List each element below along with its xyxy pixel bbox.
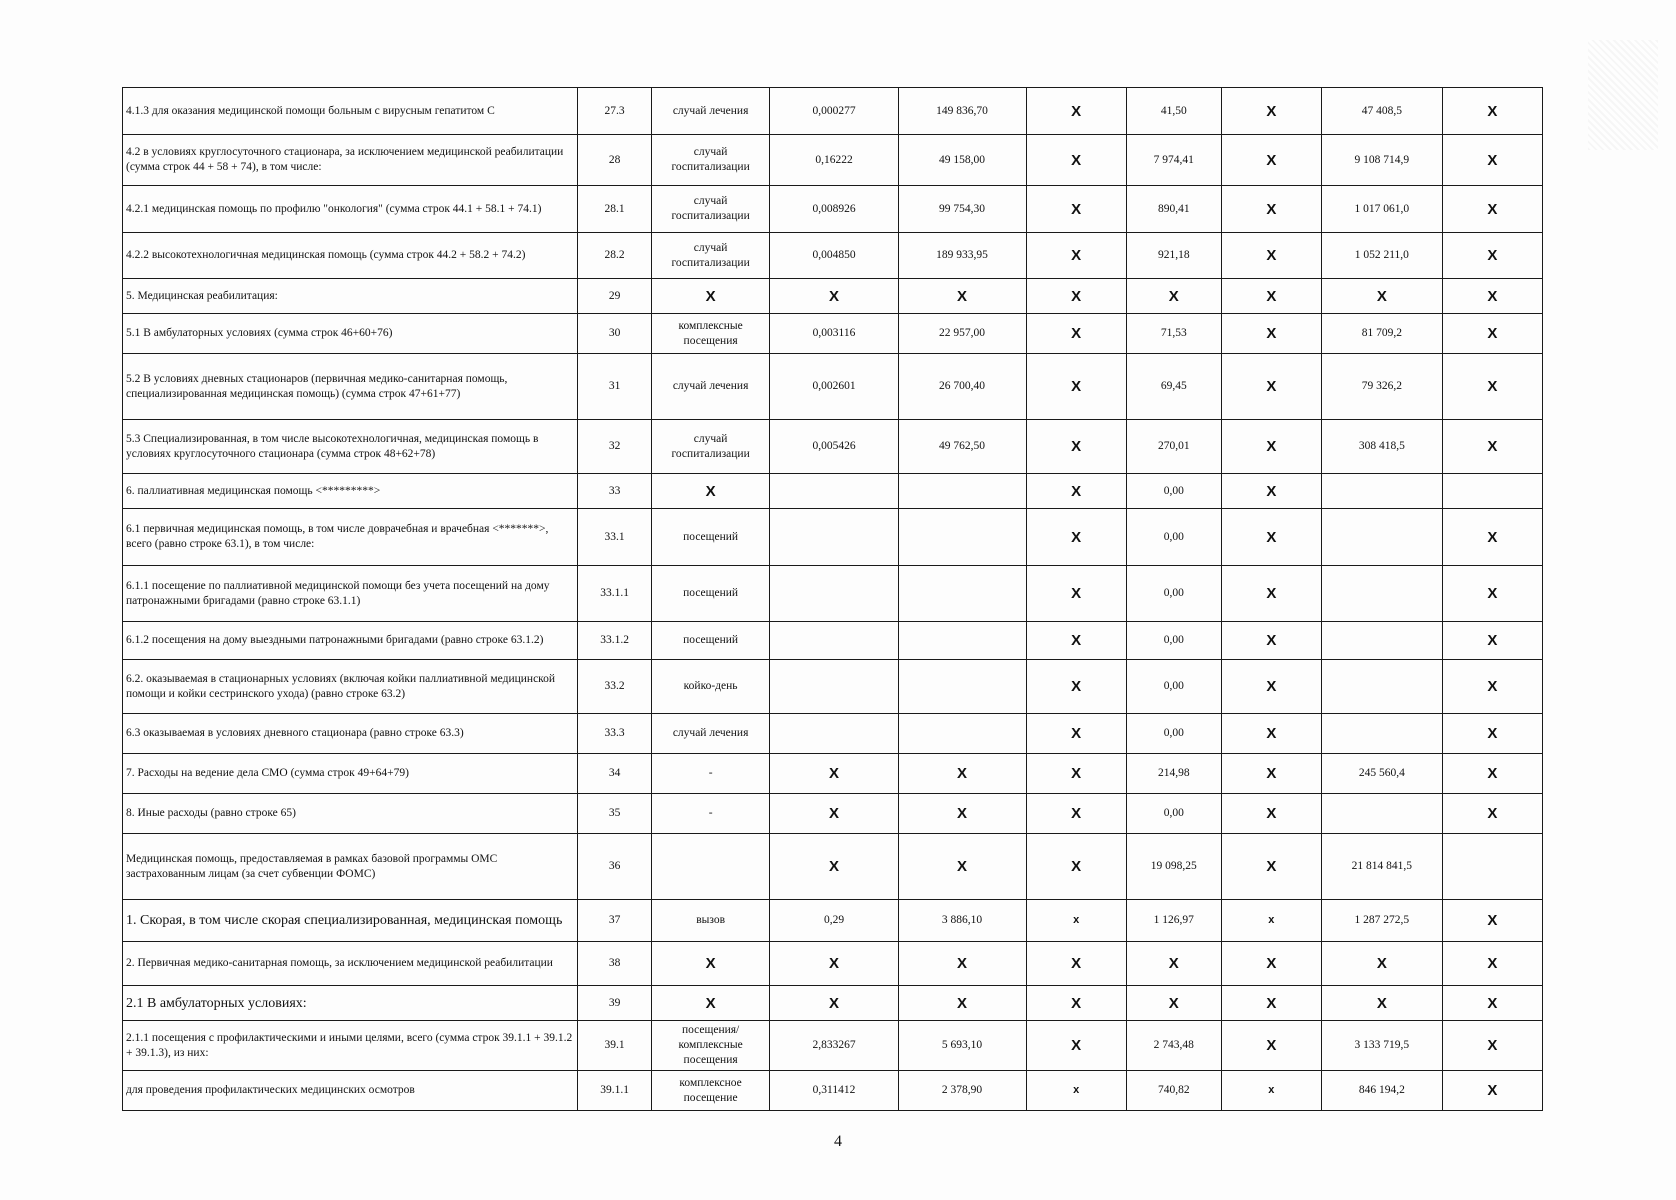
table-row	[123, 135, 1543, 186]
table-row	[123, 509, 1543, 566]
cost-cell: 149 836,70	[898, 88, 1026, 135]
col8-cell: X	[1221, 1021, 1321, 1071]
col10-cell: X	[1442, 509, 1542, 566]
col8-cell: X	[1221, 794, 1321, 834]
row-name-cell: 6.2. оказываемая в стационарных условиях (включая койки паллиативной медицинской помощи и койки сестринского ухода) (равно строке 63.2)	[123, 660, 578, 714]
unit-cell: посещений	[651, 622, 770, 660]
total-cell: 308 418,5	[1321, 420, 1442, 474]
unit-cell: койко-день	[651, 660, 770, 714]
total-cell: 1 017 061,0	[1321, 186, 1442, 233]
row-number-cell: 33.2	[578, 660, 651, 714]
cost-cell: 26 700,40	[898, 354, 1026, 420]
table-row	[123, 900, 1543, 942]
row-number-cell: 39.1.1	[578, 1071, 651, 1111]
col6-cell: X	[1026, 942, 1126, 986]
cost-cell: 49 158,00	[898, 135, 1026, 186]
table-row	[123, 1071, 1543, 1111]
total-cell: 9 108 714,9	[1321, 135, 1442, 186]
cost-cell: 99 754,30	[898, 186, 1026, 233]
col8-cell: x	[1221, 900, 1321, 942]
volume-cell: X	[770, 834, 898, 900]
col10-cell: X	[1442, 1021, 1542, 1071]
col8-cell: X	[1221, 834, 1321, 900]
total-cell: 846 194,2	[1321, 1071, 1442, 1111]
unit-cell: случай госпитализации	[651, 186, 770, 233]
unit-cell: случай лечения	[651, 88, 770, 135]
col8-cell: X	[1221, 88, 1321, 135]
col10-cell: X	[1442, 714, 1542, 754]
table-row	[123, 186, 1543, 233]
unit-cell: случай госпитализации	[651, 233, 770, 279]
total-cell	[1321, 660, 1442, 714]
col8-cell: X	[1221, 566, 1321, 622]
volume-cell: 0,008926	[770, 186, 898, 233]
table-row	[123, 566, 1543, 622]
per-capita-cell: 0,00	[1126, 660, 1221, 714]
row-number-cell: 37	[578, 900, 651, 942]
volume-cell: X	[770, 754, 898, 794]
col8-cell: X	[1221, 942, 1321, 986]
col8-cell: X	[1221, 135, 1321, 186]
volume-cell: 0,005426	[770, 420, 898, 474]
per-capita-cell: 0,00	[1126, 474, 1221, 509]
total-cell: 1 287 272,5	[1321, 900, 1442, 942]
col8-cell: x	[1221, 1071, 1321, 1111]
volume-cell: 0,16222	[770, 135, 898, 186]
volume-cell	[770, 509, 898, 566]
scan-artifact	[1588, 40, 1658, 150]
col10-cell: X	[1442, 566, 1542, 622]
total-cell: 245 560,4	[1321, 754, 1442, 794]
col6-cell: x	[1026, 1071, 1126, 1111]
row-name-cell: 4.1.3 для оказания медицинской помощи больным с вирусным гепатитом С	[123, 88, 578, 135]
col10-cell: X	[1442, 233, 1542, 279]
col10-cell: X	[1442, 794, 1542, 834]
table-row	[123, 354, 1543, 420]
volume-cell: X	[770, 279, 898, 314]
total-cell	[1321, 714, 1442, 754]
col10-cell: X	[1442, 900, 1542, 942]
row-number-cell: 34	[578, 754, 651, 794]
cost-cell: 3 886,10	[898, 900, 1026, 942]
col10-cell: X	[1442, 622, 1542, 660]
col6-cell: X	[1026, 135, 1126, 186]
col8-cell: X	[1221, 279, 1321, 314]
table-row	[123, 420, 1543, 474]
col6-cell: X	[1026, 834, 1126, 900]
row-number-cell: 29	[578, 279, 651, 314]
row-number-cell: 35	[578, 794, 651, 834]
col8-cell: X	[1221, 420, 1321, 474]
col10-cell: X	[1442, 279, 1542, 314]
row-name-cell: 6.1.1 посещение по паллиативной медицинской помощи без учета посещений на дому патронажными бригадами (равно строке 63.1.1)	[123, 566, 578, 622]
col10-cell: X	[1442, 942, 1542, 986]
col6-cell: X	[1026, 509, 1126, 566]
row-number-cell: 36	[578, 834, 651, 900]
unit-cell: X	[651, 474, 770, 509]
total-cell: 3 133 719,5	[1321, 1021, 1442, 1071]
total-cell	[1321, 794, 1442, 834]
unit-cell	[651, 834, 770, 900]
per-capita-cell: 0,00	[1126, 714, 1221, 754]
col8-cell: X	[1221, 233, 1321, 279]
volume-cell: 0,004850	[770, 233, 898, 279]
table-row	[123, 279, 1543, 314]
unit-cell: случай госпитализации	[651, 420, 770, 474]
total-cell: 79 326,2	[1321, 354, 1442, 420]
unit-cell: посещений	[651, 566, 770, 622]
table-body	[123, 88, 1543, 1111]
row-name-cell: Медицинская помощь, предоставляемая в рамках базовой программы ОМС застрахованным лицам (за счет субвенции ФОМС)	[123, 834, 578, 900]
cost-cell: 2 378,90	[898, 1071, 1026, 1111]
volume-cell: 0,29	[770, 900, 898, 942]
col8-cell: X	[1221, 354, 1321, 420]
table-row	[123, 474, 1543, 509]
volume-cell: 0,002601	[770, 354, 898, 420]
row-name-cell: 5. Медицинская реабилитация:	[123, 279, 578, 314]
per-capita-cell: 270,01	[1126, 420, 1221, 474]
per-capita-cell: 0,00	[1126, 566, 1221, 622]
unit-cell: X	[651, 986, 770, 1021]
cost-cell	[898, 566, 1026, 622]
volume-cell	[770, 566, 898, 622]
row-name-cell: 8. Иные расходы (равно строке 65)	[123, 794, 578, 834]
cost-cell	[898, 474, 1026, 509]
col8-cell: X	[1221, 986, 1321, 1021]
row-name-cell: 4.2.1 медицинская помощь по профилю "онкология" (сумма строк 44.1 + 58.1 + 74.1)	[123, 186, 578, 233]
table-row	[123, 714, 1543, 754]
row-name-cell: 5.1 В амбулаторных условиях (сумма строк 46+60+76)	[123, 314, 578, 354]
row-number-cell: 33.1.2	[578, 622, 651, 660]
row-name-cell: 4.2 в условиях круглосуточного стационара, за исключением медицинской реабилитации (сумма строк 44 + 58 + 74), в том числе:	[123, 135, 578, 186]
col10-cell: X	[1442, 986, 1542, 1021]
per-capita-cell: 921,18	[1126, 233, 1221, 279]
row-number-cell: 39.1	[578, 1021, 651, 1071]
per-capita-cell: 890,41	[1126, 186, 1221, 233]
col6-cell: X	[1026, 420, 1126, 474]
table-row	[123, 622, 1543, 660]
row-number-cell: 33.1	[578, 509, 651, 566]
col6-cell: X	[1026, 660, 1126, 714]
per-capita-cell: 19 098,25	[1126, 834, 1221, 900]
row-number-cell: 32	[578, 420, 651, 474]
row-number-cell: 31	[578, 354, 651, 420]
col6-cell: X	[1026, 1021, 1126, 1071]
row-name-cell: для проведения профилактических медицинских осмотров	[123, 1071, 578, 1111]
per-capita-cell: X	[1126, 986, 1221, 1021]
col10-cell: X	[1442, 660, 1542, 714]
col6-cell: X	[1026, 279, 1126, 314]
col10-cell: X	[1442, 314, 1542, 354]
col6-cell: X	[1026, 354, 1126, 420]
row-name-cell: 6.1.2 посещения на дому выездными патронажными бригадами (равно строке 63.1.2)	[123, 622, 578, 660]
volume-cell	[770, 474, 898, 509]
row-name-cell: 4.2.2 высокотехнологичная медицинская помощь (сумма строк 44.2 + 58.2 + 74.2)	[123, 233, 578, 279]
volume-cell: 0,311412	[770, 1071, 898, 1111]
cost-cell	[898, 622, 1026, 660]
col6-cell: X	[1026, 314, 1126, 354]
col10-cell: X	[1442, 420, 1542, 474]
table-row	[123, 986, 1543, 1021]
unit-cell: -	[651, 754, 770, 794]
unit-cell: вызов	[651, 900, 770, 942]
page-number: 4	[834, 1133, 842, 1150]
col8-cell: X	[1221, 314, 1321, 354]
unit-cell: посещений	[651, 509, 770, 566]
col10-cell: X	[1442, 186, 1542, 233]
col6-cell: X	[1026, 754, 1126, 794]
row-name-cell: 6.3 оказываемая в условиях дневного стационара (равно строке 63.3)	[123, 714, 578, 754]
volume-cell: 0,000277	[770, 88, 898, 135]
unit-cell: -	[651, 794, 770, 834]
row-number-cell: 28.2	[578, 233, 651, 279]
cost-cell: 189 933,95	[898, 233, 1026, 279]
row-number-cell: 39	[578, 986, 651, 1021]
col10-cell: X	[1442, 88, 1542, 135]
per-capita-cell: 0,00	[1126, 509, 1221, 566]
table-row	[123, 754, 1543, 794]
cost-cell: X	[898, 942, 1026, 986]
total-cell: 21 814 841,5	[1321, 834, 1442, 900]
volume-cell: X	[770, 986, 898, 1021]
total-cell: X	[1321, 279, 1442, 314]
unit-cell: X	[651, 279, 770, 314]
col6-cell: X	[1026, 186, 1126, 233]
table-row	[123, 660, 1543, 714]
unit-cell: комплексное посещение	[651, 1071, 770, 1111]
col8-cell: X	[1221, 186, 1321, 233]
table-row	[123, 88, 1543, 135]
col6-cell: X	[1026, 88, 1126, 135]
col6-cell: X	[1026, 714, 1126, 754]
per-capita-cell: 214,98	[1126, 754, 1221, 794]
row-name-cell: 2. Первичная медико-санитарная помощь, за исключением медицинской реабилитации	[123, 942, 578, 986]
row-number-cell: 33.3	[578, 714, 651, 754]
cost-cell: X	[898, 279, 1026, 314]
col10-cell	[1442, 834, 1542, 900]
row-number-cell: 28	[578, 135, 651, 186]
cost-cell: X	[898, 834, 1026, 900]
col6-cell: x	[1026, 900, 1126, 942]
table-row	[123, 233, 1543, 279]
col6-cell: X	[1026, 233, 1126, 279]
row-name-cell: 5.3 Специализированная, в том числе высокотехнологичная, медицинская помощь в условиях круглосуточного стационара (сумма строк 48+62+78)	[123, 420, 578, 474]
row-name-cell: 2.1 В амбулаторных условиях:	[123, 986, 578, 1021]
cost-cell: X	[898, 794, 1026, 834]
row-name-cell: 1. Скорая, в том числе скорая специализированная, медицинская помощь	[123, 900, 578, 942]
data-table	[122, 87, 1543, 1111]
per-capita-cell: X	[1126, 279, 1221, 314]
col6-cell: X	[1026, 566, 1126, 622]
table-row	[123, 1021, 1543, 1071]
per-capita-cell: 0,00	[1126, 794, 1221, 834]
row-number-cell: 33.1.1	[578, 566, 651, 622]
col8-cell: X	[1221, 474, 1321, 509]
col6-cell: X	[1026, 794, 1126, 834]
row-name-cell: 5.2 В условиях дневных стационаров (первичная медико-санитарная помощь, специализированная медицинская помощь) (сумма строк 47+61+77)	[123, 354, 578, 420]
unit-cell: случай лечения	[651, 354, 770, 420]
col10-cell: X	[1442, 135, 1542, 186]
per-capita-cell: 71,53	[1126, 314, 1221, 354]
per-capita-cell: X	[1126, 942, 1221, 986]
row-number-cell: 27.3	[578, 88, 651, 135]
total-cell: X	[1321, 986, 1442, 1021]
unit-cell: посещения/комплексные посещения	[651, 1021, 770, 1071]
total-cell	[1321, 622, 1442, 660]
volume-cell: 2,833267	[770, 1021, 898, 1071]
per-capita-cell: 7 974,41	[1126, 135, 1221, 186]
col8-cell: X	[1221, 622, 1321, 660]
table-row	[123, 794, 1543, 834]
cost-cell: X	[898, 754, 1026, 794]
row-name-cell: 6. паллиативная медицинская помощь <*********>	[123, 474, 578, 509]
row-name-cell: 6.1 первичная медицинская помощь, в том числе доврачебная и врачебная <*******>, всего (равно строке 63.1), в том числе:	[123, 509, 578, 566]
per-capita-cell: 0,00	[1126, 622, 1221, 660]
col6-cell: X	[1026, 622, 1126, 660]
per-capita-cell: 2 743,48	[1126, 1021, 1221, 1071]
total-cell: 81 709,2	[1321, 314, 1442, 354]
per-capita-cell: 41,50	[1126, 88, 1221, 135]
col8-cell: X	[1221, 754, 1321, 794]
row-name-cell: 7. Расходы на ведение дела СМО (сумма строк 49+64+79)	[123, 754, 578, 794]
per-capita-cell: 69,45	[1126, 354, 1221, 420]
col8-cell: X	[1221, 660, 1321, 714]
col6-cell: X	[1026, 474, 1126, 509]
cost-cell	[898, 660, 1026, 714]
row-number-cell: 30	[578, 314, 651, 354]
unit-cell: комплексные посещения	[651, 314, 770, 354]
total-cell	[1321, 474, 1442, 509]
cost-cell: X	[898, 986, 1026, 1021]
row-number-cell: 33	[578, 474, 651, 509]
total-cell: 47 408,5	[1321, 88, 1442, 135]
unit-cell: X	[651, 942, 770, 986]
col10-cell	[1442, 474, 1542, 509]
cost-cell	[898, 714, 1026, 754]
unit-cell: случай лечения	[651, 714, 770, 754]
volume-cell	[770, 660, 898, 714]
total-cell	[1321, 509, 1442, 566]
per-capita-cell: 740,82	[1126, 1071, 1221, 1111]
row-name-cell: 2.1.1 посещения с профилактическими и иными целями, всего (сумма строк 39.1.1 + 39.1.2 + 39.1.3), из них:	[123, 1021, 578, 1071]
cost-cell: 22 957,00	[898, 314, 1026, 354]
volume-cell	[770, 714, 898, 754]
table-row	[123, 942, 1543, 986]
col10-cell: X	[1442, 354, 1542, 420]
row-number-cell: 38	[578, 942, 651, 986]
total-cell	[1321, 566, 1442, 622]
cost-cell	[898, 509, 1026, 566]
cost-cell: 5 693,10	[898, 1021, 1026, 1071]
row-number-cell: 28.1	[578, 186, 651, 233]
unit-cell: случай госпитализации	[651, 135, 770, 186]
col10-cell: X	[1442, 754, 1542, 794]
volume-cell: X	[770, 942, 898, 986]
volume-cell	[770, 622, 898, 660]
col8-cell: X	[1221, 509, 1321, 566]
table-row	[123, 314, 1543, 354]
col8-cell: X	[1221, 714, 1321, 754]
cost-cell: 49 762,50	[898, 420, 1026, 474]
volume-cell: X	[770, 794, 898, 834]
per-capita-cell: 1 126,97	[1126, 900, 1221, 942]
total-cell: X	[1321, 942, 1442, 986]
volume-cell: 0,003116	[770, 314, 898, 354]
col10-cell: X	[1442, 1071, 1542, 1111]
table-row	[123, 834, 1543, 900]
col6-cell: X	[1026, 986, 1126, 1021]
total-cell: 1 052 211,0	[1321, 233, 1442, 279]
